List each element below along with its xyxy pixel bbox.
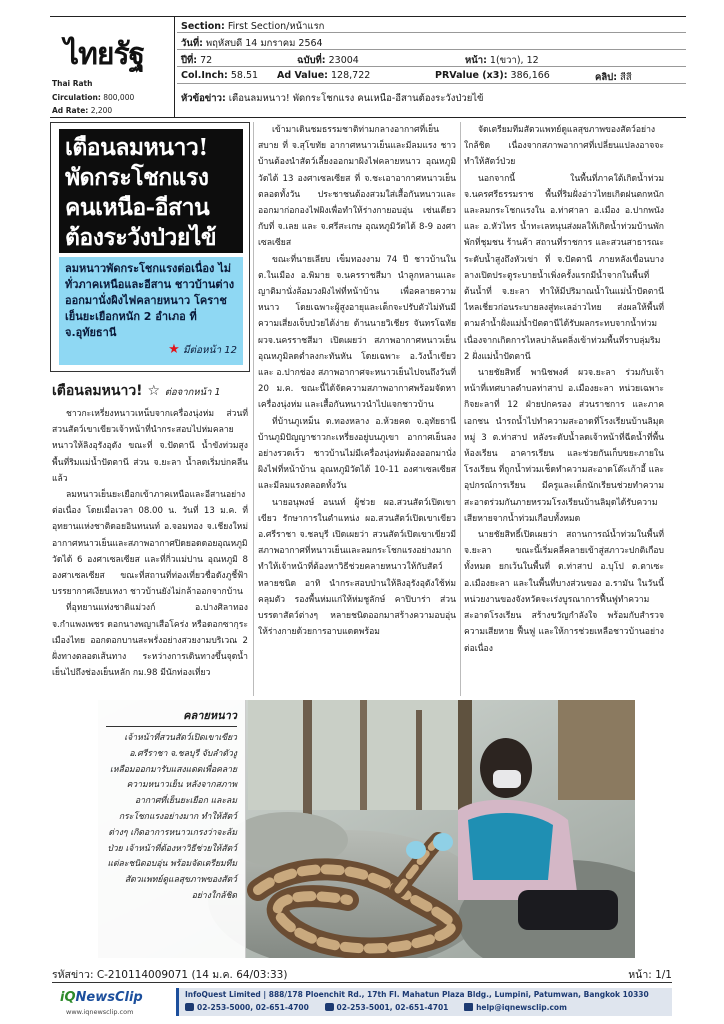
issue-row: [177, 51, 686, 67]
paragraph: นายอนุพงษ์ อนนท์ ผู้ช่วย ผอ.สวนสัตว์เปิดเขาเขียว รักษาการในตำแหน่ง ผอ.สวนสัตว์เปิดเขาเขียว อ.ศรีราชา จ.ชลบุรี เปิดเผยว่า สวนสัตว์เปิดเขาเขียวมีสภาพอากาศที่หนาวเย็นและลมกระโชกแรงอย่างมาก ทำให้เจ้าหน้าที่ต้องหาวิธีช่วยคลายหนาวให้กับสัตว์หลายชนิด อาทิ นำกระสอบป่านให้ลิงอุรังอุตังใช้ห่มคลุมตัว รองพื้นห่มแก่ให้ห่มชูลักษ์ คาปิบาร่า ส่วนบรรดาสัตว์ต่างๆ หลายชนิดออกมาสร้างความอบอุ่นให้ร่างกายด้วยการอาบแดดพร้อม: [258, 497, 456, 638]
colinch-value: 58.51: [230, 70, 259, 81]
circulation-info: [52, 93, 134, 102]
paragraph: นอกจากนี้ ในพื้นที่ภาคใต้เกิดน้ำท่วม จ.นครศรีธรรมราช พื้นที่ริมฝั่งอ่าวไทยเกิดฝนตกหนักและลมกระโชกแรงใน อ.ท่าศาลา อ.เมือง อ.ปากพนัง และ อ.หัวไทร น้ำทะเลหนุนส่งผลให้เกิดน้ำท่วมบ้านพักพักที่ชุมชน ร้านค้า สถานที่ราชการ และสวนสาธารณะ ระดับน้ำสูงถึงหัวเข่า ที่ จ.ปัตตานี ภายหลังเขื่อนบางลางเปิดประตูระบายน้ำเพิ่งครั้งแรกมีน้ำจากในพื้นที่ต้นน้ำที่ จ.ยะลา ทำให้มีปริมาณน้ำในแม่น้ำปัตตานีไหลเชี่ยวก่อนระบายลงสู่ทะเลอ่าวไทย ส่งผลให้พื้นที่ตามลำน้ำฝั่งแม่น้ำปัตตานีได้รับผลกระทบจากน้ำท่วม เนื่องจากเกิดการไหลบ่าล้นตลิ่งเข้าท่วมพื้นที่ราบลุ่มริม 2 ฝั่งแม่น้ำปัตตานี: [464, 173, 664, 362]
section-label: Section:: [181, 21, 225, 32]
outline-star-icon: ☆: [147, 383, 161, 399]
column-divider: [253, 122, 254, 696]
iqnewsclip-logo: [52, 988, 172, 1016]
paragraph: ขณะที่นายเลียบ เข็มทองงาม 74 ปี ชาวบ้านใน ต.ในเมือง อ.พิมาย จ.นครราชสีมา นำลูกหลานและญาติมานั่งล้อมวงผิงไฟที่หน้าบ้าน เพื่อคลายความหนาว โดยเฉพาะผู้สูงอายุและเด็กจะปรับตัวไม่ทันมีความเสี่ยงเจ็บป่วยได้ง่าย ด้านนายวิเชียร จันทรโฉทัย ผวจ.นครราชสีมา เปิดเผยว่า สภาพอากาศหนาวเย็นอุณหภูมิลดต่ำลงกะทันหัน โดยเฉพาะ อ.วังน้ำเขียว และ อ.ปากช่อง สภาพอากาศจะหนาวเย็นไปจนถึงวันที่ 20 ม.ค. ขณะนี้ได้จัดความสภาพอากาศพร้อมจัดหาเครื่องนุ่งห่ม และเสื้อกันหนาวนำไปแจกชาวบ้าน: [258, 254, 456, 411]
page-value: 1(ขวา), 12: [489, 55, 539, 66]
clip-metadata: [177, 17, 686, 117]
sub-headline-panel: [59, 257, 243, 365]
red-star-icon: ★: [168, 342, 180, 357]
caption-title: คลายหนาว: [106, 706, 237, 727]
value-row: [177, 68, 686, 84]
issue-value: 23004: [328, 55, 359, 66]
prvalue-label: PRValue (x3):: [435, 70, 508, 81]
brand-iq: iQ: [60, 990, 76, 1005]
clip-label: คลิป:: [595, 72, 618, 83]
paragraph: นายชัยสิทธิ์ พานิชพงศ์ ผวจ.ยะลา ร่วมกับเจ้าหน้าที่เทศบาลตำบลท่าสาป อ.เมืองยะลา หน่วยเฉพาะกิจยะลาที่ 12 ฝ่ายปกครอง ส่วนราชการ และภาคเอกชน นำรถน้ำไปทำความสะอาดที่โรงเรียนบ้านลิมุด หมู่ 3 ต.ท่าสาป หลังระดับน้ำลดเจ้าหน้าที่ฉีดน้ำที่พื้นห้องเรียน อาคารเรียน และช่วยกันเก็บขยะภายในโรงเรียน ที่ถูกน้ำท่วมเช็ดทำความสะอาดโต๊ะเก้าอี้ และอุปกรณ์การเรียน มีครูและเด็กนักเรียนช่วยทำความสะอาดร่วมกันภายหรวมโรงเรียนบ้านลิมุดได้รับความเสียหายจากน้ำท่วมเกือบทั้งหมด: [464, 368, 664, 524]
paragraph: เข้ามาเดินชมธรรมชาติท่ามกลางอากาศที่เย็นสบาย ที่ จ.สุโขทัย อากาศหนาวเย็นและมีลมแรง ชาวบ้านต้องนำสัตว์เลี้ยงออกมาผิงไฟคลายหนาว อุณหภูมิวัดได้ 13 องศาเซลเซียส ที่ จ.ชะเอาอากาศหนาวเย็นตลอดทั้งวัน ประชาชนต้องสวมใส่เสื้อกันหนาวและออกมาก่อกองไฟผิงเพื่อทำให้ร่างกายอบอุ่น เช่นเดียวกับที่ จ.เลย และ จ.ศรีสะเกษ อุณหภูมิวัดได้ 8-9 องศาเซลเซียส: [258, 125, 456, 249]
paragraph: ที่อุทยานแห่งชาติแม่วงก์ อ.ปางศิลาทอง จ.กำแพงเพชร ดอกนางพญาเสือโคร่ง หรือดอกซากุระเมืองไทย ออกดอกบานสะพรั่งอย่างสวยงามบริเวณ 2 ฝั่งทางตลอดเส้นทาง ระหว่างการเดินทางขึ้นจุดน้ำเย็นไปถึงช่องเย็นหลัก กม.98 มีนักท่องเที่ยว: [52, 603, 248, 679]
brand-rest: NewsClip: [75, 990, 143, 1005]
newspaper-logo: ไทยรัฐ: [64, 37, 145, 72]
article-column-2: [258, 122, 456, 696]
advalue-label: Ad Value:: [277, 70, 328, 81]
photo-caption: [98, 700, 246, 958]
continuation-heading: [52, 380, 248, 404]
circulation-value: 800,000: [103, 93, 135, 102]
year-label: ปีที่:: [181, 55, 198, 66]
continuation-title: เตือนลมหนาว!: [52, 383, 143, 399]
advalue-value: 128,722: [331, 70, 371, 81]
article-column-1: [52, 406, 248, 696]
clip-value: สีสี: [620, 72, 632, 83]
main-headline: เตือนลมหนาว! พัดกระโชกแรง คนเหนือ-อีสาน ต้องระวังป่วยไข้: [59, 129, 243, 253]
topic-label: หัวข้อข่าว:: [181, 93, 226, 104]
brand-url: www.iqnewsclip.com: [66, 1008, 134, 1016]
phone-icon: [185, 1003, 194, 1011]
date-row: [177, 34, 686, 50]
continued-note: [168, 342, 237, 359]
news-id: รหัสข่าว: C-210114009071 (14 ม.ค. 64/03:33): [52, 969, 288, 981]
paragraph: จัดเตรียมทีมสัตวแพทย์ดูแลสุขภาพของสัตว์อย่างใกล้ชิด เนื่องจากสภาพอากาศที่เปลี่ยนแปลงอาจจะทำให้สัตว์ป่วย: [464, 125, 664, 168]
section-value: First Section/หน้าแรก: [227, 21, 325, 32]
paragraph: ลมหนาวเย็นยะเยือกเข้าภาคเหนือและอีสานอย่างต่อเนื่อง โดยเมื่อเวลา 08.00 น. วันที่ 13 ม.ค. ที่อุทยานแห่งชาติดอยอินทนนท์ อ.จอมทอง จ.เชียงใหม่ อากาศหนาวเย็นและสภาพอากาศปิดยอดดอยอุณหภูมิวัดได้ 6 องศาเซลเซียส และที่กิ่วแม่ปาน อุณหภูมิ 8 องศาเซลเซียส ขณะที่สถานที่ท่องเที่ยวชื่อดังภูชี้ฟ้าบรรยากาศเงียบเหงา ชาวบ้านยังไม่กล้าออกจากบ้าน: [52, 490, 248, 598]
paragraph: ชาวกะเหรี่ยงหนาวเหน็บจากเครื่องนุ่งห่ม ส่วนที่สวนสัตว์เขาเขียวเจ้าหน้าที่นำกระสอบไปห่มคลายหนาวให้ลิงอุรังอุตัง ขณะที่ จ.ปัตตานี น้ำขังท่วมสูงพื้นที่ริมแม่น้ำปัตตานี ส่วน จ.ยะลา น้ำลดเริ่มบ่กคลีนแล้ว: [52, 409, 248, 484]
footer-bar: [52, 986, 672, 1018]
adrate-label: Ad Rate:: [52, 106, 89, 115]
masthead-panel: [50, 17, 175, 117]
continued-page: มีต่อหน้า 12: [182, 345, 237, 356]
clip-page-count: หน้า: 1/1: [628, 969, 672, 981]
date-value: พฤหัสบดี 14 มกราคม 2564: [205, 38, 323, 49]
phone-number: 02-253-5000, 02-651-4700: [197, 1003, 309, 1012]
email-address[interactable]: help@iqnewsclip.com: [476, 1003, 567, 1012]
article-column-3: [464, 122, 664, 696]
adrate-value: 2,200: [90, 106, 113, 115]
circulation-label: Circulation:: [52, 93, 101, 102]
continuation-from: ต่อจากหน้า 1: [164, 387, 221, 398]
brand-name: [60, 990, 143, 1005]
adrate-info: [52, 106, 112, 115]
section-row: [177, 17, 686, 33]
company-address: InfoQuest Limited | 888/178 Ploenchit Rd., 17th Fl. Mahatun Plaza Bldg., Lumpini, Patumwan, Bangkok 10330: [185, 990, 649, 999]
headline-box: [50, 122, 250, 372]
page-label: หน้า:: [465, 55, 487, 66]
date-label: วันที่:: [181, 38, 203, 49]
topic-row: [177, 89, 686, 105]
contact-line: [185, 1003, 567, 1012]
year-value: 72: [200, 55, 213, 66]
fax-icon: [325, 1003, 334, 1011]
paragraph: นายชัยสิทธิ์เปิดเผยว่า สถานการณ์น้ำท่วมในพื้นที่ จ.ยะลา ขณะนี้เริ่มคลี่คลายเข้าสู่สภาวะปกติเกือบทั้งหมด ยกเว้นในพื้นที่ ต.ท่าสาป อ.บุโป ต.ตาเซะ อ.เมืองยะลา และในพื้นที่บางส่วนของ อ.รามัน ในวันนี้หน่วยงานของจังหวัดจะเร่งบูรณาการฟื้นฟูทำความสะอาดโรงเรียน สร้างขวัญกำลังใจ พร้อมกับสำรวจความเสียหาย ฟื้นฟู และให้การช่วยเหลือชาวบ้านอย่างต่อเนื่อง: [464, 530, 664, 654]
column-divider: [460, 122, 461, 696]
email-icon: [464, 1003, 473, 1011]
clip-header: [50, 16, 686, 118]
contact-bar: [176, 988, 672, 1016]
topic-value: เตือนลมหนาว! พัดกระโชกแรง คนเหนือ-อีสานต้องระวังป่วยไข้: [228, 93, 484, 104]
paragraph: ที่บ้านภูเหม็น ต.ทองหลาง อ.ห้วยคต จ.อุทัยธานี บ้านภูมิปัญญาชาวกะเหรี่ยงอยู่บนภูเขา อากาศเย็นลงอย่างรวดเร็ว ชาวบ้านไม่มีเครื่องนุ่งห่มต้องออกมานั่งผิงไฟที่หน้าบ้าน อุณหภูมิวัดได้ 10-11 องศาเซลเซียส และมีลมแรงตลอดทั้งวัน: [258, 416, 456, 492]
issue-label: ฉบับที่:: [297, 55, 326, 66]
publication-name: Thai Rath: [52, 79, 93, 88]
prvalue-value: 386,166: [510, 70, 550, 81]
footer-divider: [52, 982, 672, 983]
sub-headline: ลมหนาวพัดกระโชกแรงต่อเนื่อง ไม่ทั่วภาคเหนือและอีสาน ชาวบ้านต่างออกมานั่งผิงไฟคลายหนาว โคราชเย็นยะเยือกหนัก 2 อำเภอ ที่ จ.อุทัยธานี: [65, 262, 235, 339]
colinch-label: Col.Inch:: [181, 70, 228, 81]
fax-number: 02-253-5001, 02-651-4701: [336, 1003, 449, 1012]
caption-text: เจ้าหน้าที่สวนสัตว์เปิดเขาเขียว อ.ศรีราชา จ.ชลบุรี จับลำตัวงูเหลือมออกมารับแสงแดดเพื่อคลายความหนาวเย็น หลังจากสภาพอากาศที่เย็นยะเยือก และลมกระโชกแรงอย่างมาก ทำให้สัตว์ต่างๆ เกิดอาการหนาวเกรงว่าจะล้มป่วย เจ้าหน้าที่ต้องหาวิธีช่วยให้สัตว์แต่ละชนิดอบอุ่น พร้อมจัดเตรียมทีมสัตวแพทย์ดูแลสุขภาพของสัตว์อย่างใกล้ชิด: [107, 733, 237, 901]
